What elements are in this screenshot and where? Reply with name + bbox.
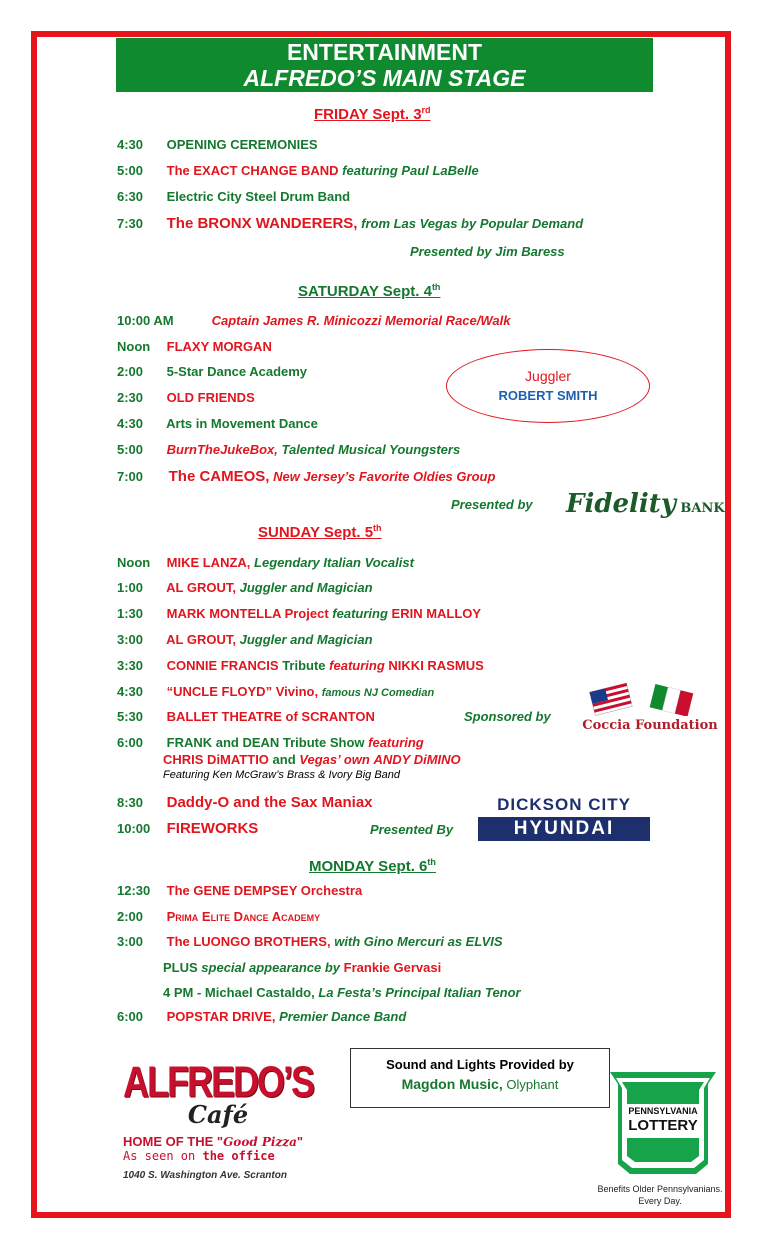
schedule-row	[117, 580, 373, 595]
act-note: featuring	[329, 658, 385, 673]
schedule-row	[117, 442, 460, 457]
schedule-row	[117, 215, 583, 232]
act: “UNCLE FLOYD”	[166, 684, 273, 699]
act: OPENING CEREMONIES	[166, 137, 318, 152]
title-banner	[116, 38, 653, 92]
alfredos-cafe: Café	[187, 1100, 249, 1129]
act: FRANK and DEAN Tribute Show	[166, 735, 365, 750]
act: MIKE LANZA,	[166, 555, 251, 570]
act-note: Juggler and Magician	[239, 580, 373, 595]
schedule-row	[117, 1009, 406, 1024]
monday-heading-text: MONDAY Sept. 6	[309, 858, 428, 875]
act: Electric City Steel Drum Band	[166, 189, 351, 204]
schedule-row	[117, 709, 375, 724]
alfredos-tagline	[123, 1134, 323, 1149]
fidelity-bank-logo	[566, 489, 725, 519]
juggler-name: ROBERT SMITH	[498, 388, 598, 403]
band-note: Featuring Ken McGraw’s Brass & Ivory Big Band	[163, 769, 401, 781]
time: 3:00	[117, 632, 144, 647]
crossed-flags-icon	[578, 682, 722, 716]
time: 4:30	[117, 416, 144, 431]
home-of-text: HOME OF THE "	[123, 1134, 224, 1149]
sunday-sup: th	[373, 523, 382, 533]
sound-town: Olyphant	[506, 1077, 559, 1092]
act-mid: Tribute	[282, 658, 326, 673]
act: The BRONX WANDERERS,	[166, 215, 358, 232]
act-note: Premier Dance Band	[279, 1009, 407, 1024]
act-connector: and	[272, 752, 296, 767]
schedule-row	[117, 555, 414, 570]
sound-lights-box	[350, 1048, 610, 1108]
alfredos-cafe-logo	[123, 1058, 323, 1203]
act-note: from Las Vegas by Popular Demand	[361, 216, 584, 231]
saturday-heading-text: SATURDAY Sept. 4	[298, 283, 432, 300]
schedule-row	[117, 684, 434, 699]
time: 12:30	[117, 883, 151, 898]
time: 6:30	[117, 189, 144, 204]
time: 2:30	[117, 390, 144, 405]
fidelity-word: Fidelity	[566, 489, 676, 519]
act-note: La Festa’s Principal Italian Tenor	[318, 985, 521, 1000]
time: 8:30	[117, 795, 144, 810]
schedule-row	[117, 658, 484, 673]
act: FLAXY MORGAN	[166, 339, 272, 354]
time: 10:00	[117, 821, 151, 836]
friday-sup: rd	[421, 105, 431, 115]
act: 4 PM - Michael Castaldo,	[163, 985, 315, 1000]
schedule-row-continued	[163, 960, 441, 975]
presented-by: Presented By	[370, 822, 454, 837]
schedule-row	[117, 735, 424, 750]
act: BALLET THEATRE of SCRANTON	[166, 709, 375, 724]
schedule-row	[117, 163, 479, 178]
coccia-foundation-logo	[578, 682, 722, 732]
dickson-line2: HYUNDAI	[478, 817, 650, 841]
time: 5:30	[117, 709, 144, 724]
act: Daddy-O and the Sax Maniax	[166, 794, 373, 811]
act-featured: NIKKI RASMUS	[388, 658, 484, 673]
act: Arts in Movement Dance	[166, 416, 318, 431]
friday-heading	[314, 105, 431, 123]
alfredos-name: ALFREDO’S	[122, 1056, 313, 1106]
coccia-text: Coccia Foundation	[582, 718, 718, 733]
quote-end: "	[296, 1134, 304, 1149]
time: 4:30	[117, 137, 144, 152]
time: Noon	[117, 555, 151, 570]
juggler-label: Juggler	[525, 368, 571, 384]
seen-on-text: As seen on	[123, 1149, 196, 1163]
time: 5:00	[117, 442, 144, 457]
sponsored-by: Sponsored by	[464, 709, 551, 724]
time: 2:00	[117, 364, 144, 379]
banner-title: ENTERTAINMENT	[286, 39, 483, 65]
schedule-row	[117, 137, 318, 152]
act: The LUONGO BROTHERS,	[166, 934, 331, 949]
act: The CAMEOS,	[168, 468, 270, 485]
act-note: Vegas’ own	[299, 752, 370, 767]
lottery-tag1: Benefits Older Pennsylvanians.	[597, 1184, 723, 1194]
schedule-row	[117, 934, 503, 949]
saturday-presented: Presented by	[451, 497, 533, 512]
time: 6:00	[117, 1009, 144, 1024]
time: Noon	[117, 339, 151, 354]
act: The EXACT CHANGE BAND	[166, 163, 339, 178]
act-note: New Jersey’s Favorite Oldies Group	[273, 469, 496, 484]
schedule-row	[117, 794, 373, 811]
act-note: featuring	[332, 606, 388, 621]
act: 5-Star Dance Academy	[166, 364, 308, 379]
bank-word: BANK	[680, 501, 725, 516]
sunday-heading	[258, 523, 382, 541]
monday-heading	[309, 857, 436, 875]
act-featured: ERIN MALLOY	[391, 606, 482, 621]
schedule-row	[117, 883, 362, 898]
schedule-row	[117, 390, 255, 405]
schedule-row	[117, 820, 258, 837]
act-note: Legendary Italian Vocalist	[254, 555, 414, 570]
act-note: featuring Paul LaBelle	[342, 163, 479, 178]
act: FIREWORKS	[166, 820, 259, 837]
alfredos-address: 1040 S. Washington Ave. Scranton	[123, 1170, 287, 1181]
time: 5:00	[117, 163, 144, 178]
time: 10:00 AM	[117, 313, 174, 328]
lottery-tagline	[590, 1183, 730, 1207]
plus-label: PLUS	[163, 960, 198, 975]
sunday-heading-text: SUNDAY Sept. 5	[258, 524, 374, 541]
act: Prima Elite Dance Academy	[166, 909, 321, 924]
schedule-row	[117, 909, 320, 924]
lottery-line1: PENNSYLVANIA	[628, 1106, 698, 1116]
schedule-row-continued	[163, 752, 461, 767]
alfredos-seen	[123, 1149, 323, 1163]
schedule-row	[117, 339, 272, 354]
act-note: special appearance by	[201, 960, 341, 975]
act: The GENE DEMPSEY Orchestra	[166, 883, 363, 898]
lottery-line2: LOTTERY	[628, 1117, 698, 1134]
act-note: with Gino Mercuri as ELVIS	[334, 934, 503, 949]
act-note: Talented Musical Youngsters	[281, 442, 461, 457]
time: 7:30	[117, 216, 144, 231]
time: 3:30	[117, 658, 144, 673]
act: Captain James R. Minicozzi Memorial Race/Walk	[211, 313, 511, 328]
act: OLD FRIENDS	[166, 390, 255, 405]
time: 2:00	[117, 909, 144, 924]
red-border-frame	[31, 31, 731, 1218]
schedule-row	[117, 632, 373, 647]
act-note: featuring	[368, 735, 424, 750]
friday-presented: Presented by Jim Baress	[410, 244, 565, 259]
act: POPSTAR DRIVE,	[166, 1009, 276, 1024]
schedule-row	[117, 606, 481, 621]
act: MARK MONTELLA Project	[166, 606, 329, 621]
dickson-city-hyundai-logo	[478, 795, 650, 842]
time: 1:30	[117, 606, 144, 621]
banner-subtitle: ALFREDO’S MAIN STAGE	[243, 65, 526, 91]
time: 1:00	[117, 580, 144, 595]
friday-heading-text: FRIDAY Sept. 3	[314, 106, 422, 123]
schedule-row	[117, 468, 495, 485]
time: 6:00	[117, 735, 144, 750]
act-mid: Vivino,	[275, 684, 319, 699]
saturday-heading	[298, 282, 440, 300]
schedule-row-continued	[163, 985, 521, 1000]
lottery-tag2: Every Day.	[638, 1196, 682, 1206]
juggler-oval	[446, 349, 650, 423]
monday-sup: th	[427, 857, 436, 867]
time: 4:30	[117, 684, 144, 699]
sound-name: Magdon Music,	[401, 1076, 503, 1092]
act: AL GROUT,	[166, 632, 236, 647]
schedule-row	[117, 189, 350, 204]
pa-lottery-logo	[596, 1070, 730, 1210]
act: CHRIS DiMATTIO	[163, 752, 269, 767]
schedule-row	[117, 416, 318, 431]
schedule-row	[117, 364, 307, 379]
act-featured: ANDY DiMINO	[373, 752, 461, 767]
the-office-text: the office	[202, 1149, 275, 1163]
act-note: Juggler and Magician	[239, 632, 373, 647]
time: 3:00	[117, 934, 144, 949]
act: CONNIE FRANCIS	[166, 658, 279, 673]
schedule-row	[117, 313, 510, 328]
act-note: famous NJ Comedian	[321, 687, 435, 699]
good-pizza-text: Good Pizza	[223, 1135, 297, 1149]
saturday-sup: th	[431, 282, 441, 292]
time: 7:00	[117, 469, 144, 484]
act: Frankie Gervasi	[343, 960, 442, 975]
dickson-line1: DICKSON CITY	[497, 795, 631, 814]
act: BurnTheJukeBox,	[166, 442, 278, 457]
sound-provider	[351, 1076, 609, 1092]
sound-heading: Sound and Lights Provided by	[386, 1057, 574, 1072]
act: AL GROUT,	[166, 580, 236, 595]
